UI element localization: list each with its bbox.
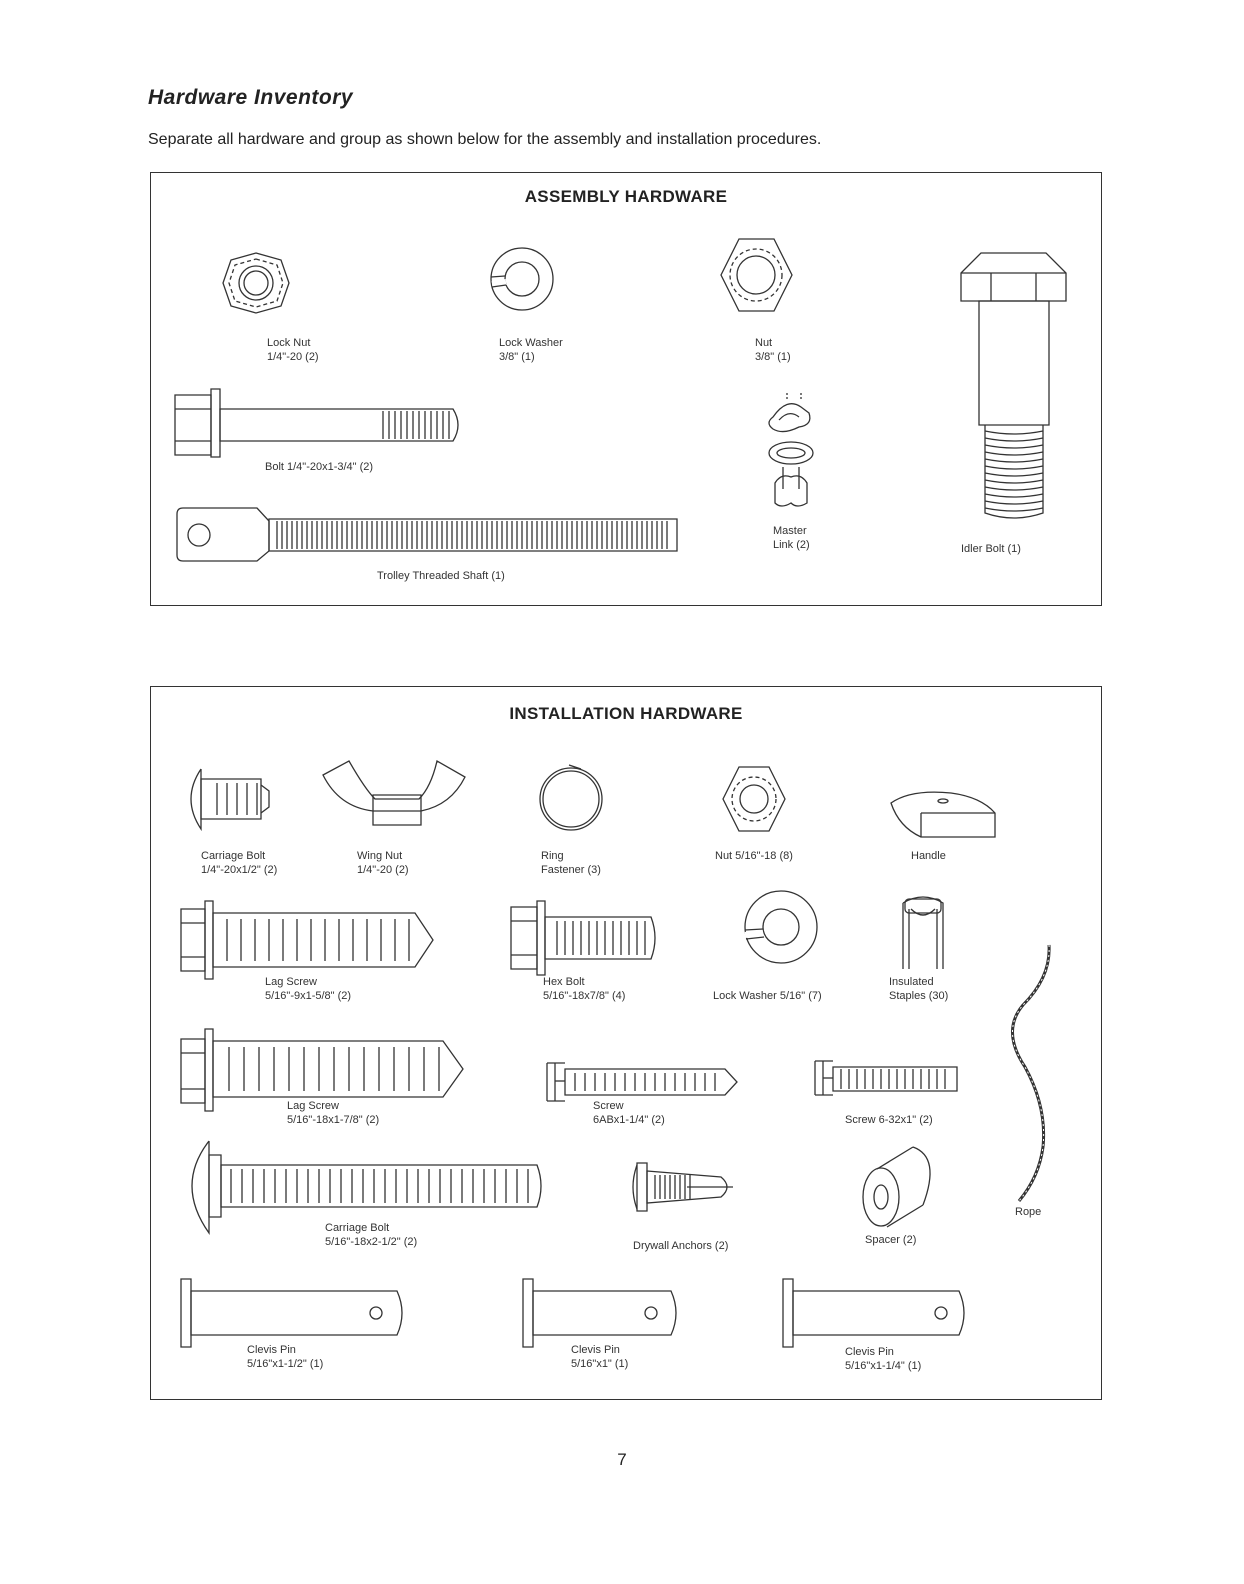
nut-5-16-icon <box>723 767 785 831</box>
clevis-pin-3-spec: 5/16"x1-1/4" (1) <box>845 1360 922 1372</box>
clevis-pin-1-icon <box>181 1279 402 1347</box>
clevis-pin-3-icon <box>783 1279 964 1347</box>
insulated-staples-spec: Staples (30) <box>889 990 949 1002</box>
carriage-bolt-small-icon <box>191 769 269 829</box>
thread-line <box>985 480 1043 483</box>
clevis-pin-2-spec: 5/16"x1" (1) <box>571 1358 629 1370</box>
lag-screw-large-name: Lag Screw <box>287 1100 339 1112</box>
screw-6-32-label: Screw 6-32x1" (2) <box>845 1114 933 1126</box>
lag-screw-small-label <box>265 975 351 1003</box>
insulated-staples-icon <box>903 897 943 969</box>
page-title: Hardware Inventory <box>148 86 354 109</box>
lock-washer-name: Lock Washer <box>499 337 563 349</box>
nut-label <box>755 336 791 364</box>
hex-bolt-icon <box>511 901 655 975</box>
master-link-spec: Link (2) <box>773 539 810 551</box>
clevis-pin-1-label <box>247 1343 323 1371</box>
lock-nut-spec: 1/4"-20 (2) <box>267 351 319 363</box>
page-number: 7 <box>617 1450 627 1469</box>
spacer-icon <box>863 1147 930 1227</box>
clevis-pin-2-name: Clevis Pin <box>571 1344 620 1356</box>
intro-text: Separate all hardware and group as shown below for the assembly and installation procedures. <box>148 131 822 148</box>
bolt-label: Bolt 1/4"-20x1-3/4" (2) <box>265 461 374 473</box>
lock-washer-icon <box>491 248 553 310</box>
thread-line <box>985 494 1043 497</box>
lock-nut-icon <box>223 253 289 313</box>
thread-line <box>985 438 1043 441</box>
carriage-bolt-small-label <box>201 849 277 877</box>
ring-fastener-label <box>541 849 601 877</box>
installation-heading: INSTALLATION HARDWARE <box>509 704 743 723</box>
hex-bolt-name: Hex Bolt <box>543 976 585 988</box>
screw-6ab-spec: 6ABx1-1/4" (2) <box>593 1114 665 1126</box>
clevis-pin-2-label <box>571 1343 628 1371</box>
carriage-bolt-large-name: Carriage Bolt <box>325 1222 390 1234</box>
bolt-icon <box>175 389 458 457</box>
assembly-hardware-panel <box>150 172 1102 606</box>
idler-bolt-label: Idler Bolt (1) <box>961 543 1021 555</box>
carriage-bolt-large-spec: 5/16"-18x2-1/2" (2) <box>325 1236 418 1248</box>
trolley-threaded-shaft-icon <box>177 508 677 561</box>
wing-nut-icon <box>323 761 465 825</box>
nut-spec: 3/8" (1) <box>755 351 791 363</box>
rope-label: Rope <box>1015 1206 1042 1218</box>
clevis-pin-2-icon <box>523 1279 676 1347</box>
wing-nut-name: Wing Nut <box>357 850 403 862</box>
clevis-pin-3-label <box>845 1345 921 1373</box>
thread-line <box>985 501 1043 504</box>
master-link-icon <box>769 393 813 506</box>
nut-icon <box>721 239 792 311</box>
lag-screw-small-spec: 5/16"-9x1-5/8" (2) <box>265 990 352 1002</box>
installation-hardware-panel <box>150 686 1102 1400</box>
spacer-label: Spacer (2) <box>865 1234 917 1246</box>
trolley-shaft-label: Trolley Threaded Shaft (1) <box>377 570 505 582</box>
hex-bolt-spec: 5/16"-18x7/8" (4) <box>543 990 626 1002</box>
thread-line <box>985 445 1043 448</box>
handle-label: Handle <box>911 850 946 862</box>
screw-6ab-icon <box>547 1063 737 1101</box>
assembly-heading: ASSEMBLY HARDWARE <box>524 187 728 206</box>
lock-washer-label <box>499 336 563 364</box>
clevis-pin-1-spec: 5/16"x1-1/2" (1) <box>247 1358 324 1370</box>
lock-nut-label <box>267 336 319 364</box>
ring-fastener-icon <box>540 765 602 830</box>
lag-screw-small-name: Lag Screw <box>265 976 317 988</box>
nut-5-16-label: Nut 5/16"-18 (8) <box>715 850 793 862</box>
installation-illustrations <box>151 687 1103 1401</box>
thread-line <box>985 466 1043 469</box>
drywall-anchors-label: Drywall Anchors (2) <box>633 1240 729 1252</box>
screw-6-32-icon <box>815 1061 957 1095</box>
lock-washer-5-16-label: Lock Washer 5/16" (7) <box>713 990 822 1002</box>
carriage-bolt-large-icon <box>192 1141 541 1233</box>
clevis-pin-3-name: Clevis Pin <box>845 1346 894 1358</box>
wing-nut-label <box>357 849 409 877</box>
thread-line <box>985 473 1043 476</box>
clevis-pin-1-name: Clevis Pin <box>247 1344 296 1356</box>
screw-6ab-name: Screw <box>593 1100 624 1112</box>
lag-screw-small-icon <box>181 901 433 979</box>
lag-screw-large-label <box>287 1099 379 1127</box>
thread-line <box>985 487 1043 490</box>
master-link-label <box>773 524 810 552</box>
thread-line <box>985 508 1043 511</box>
carriage-bolt-small-spec: 1/4"-20x1/2" (2) <box>201 864 278 876</box>
insulated-staples-name: Insulated <box>889 976 934 988</box>
ring-fastener-name: Ring <box>541 850 564 862</box>
lock-washer-spec: 3/8" (1) <box>499 351 535 363</box>
handle-icon <box>891 792 995 837</box>
carriage-bolt-small-name: Carriage Bolt <box>201 850 266 862</box>
thread-line <box>985 431 1043 434</box>
thread-line <box>985 459 1043 462</box>
lag-screw-large-spec: 5/16"-18x1-7/8" (2) <box>287 1114 380 1126</box>
rope-icon <box>1012 945 1049 1201</box>
screw-6ab-label <box>593 1099 665 1127</box>
carriage-bolt-large-label <box>325 1221 417 1249</box>
lock-nut-name: Lock Nut <box>267 337 311 349</box>
drywall-anchors-icon <box>633 1163 733 1211</box>
wing-nut-spec: 1/4"-20 (2) <box>357 864 409 876</box>
lock-washer-5-16-icon <box>745 891 817 963</box>
master-link-name: Master <box>773 525 807 537</box>
hex-bolt-label <box>543 975 625 1003</box>
ring-fastener-spec: Fastener (3) <box>541 864 601 876</box>
thread-line <box>985 452 1043 455</box>
nut-name: Nut <box>755 337 773 349</box>
insulated-staples-label <box>889 975 948 1003</box>
idler-bolt-icon <box>961 253 1066 518</box>
